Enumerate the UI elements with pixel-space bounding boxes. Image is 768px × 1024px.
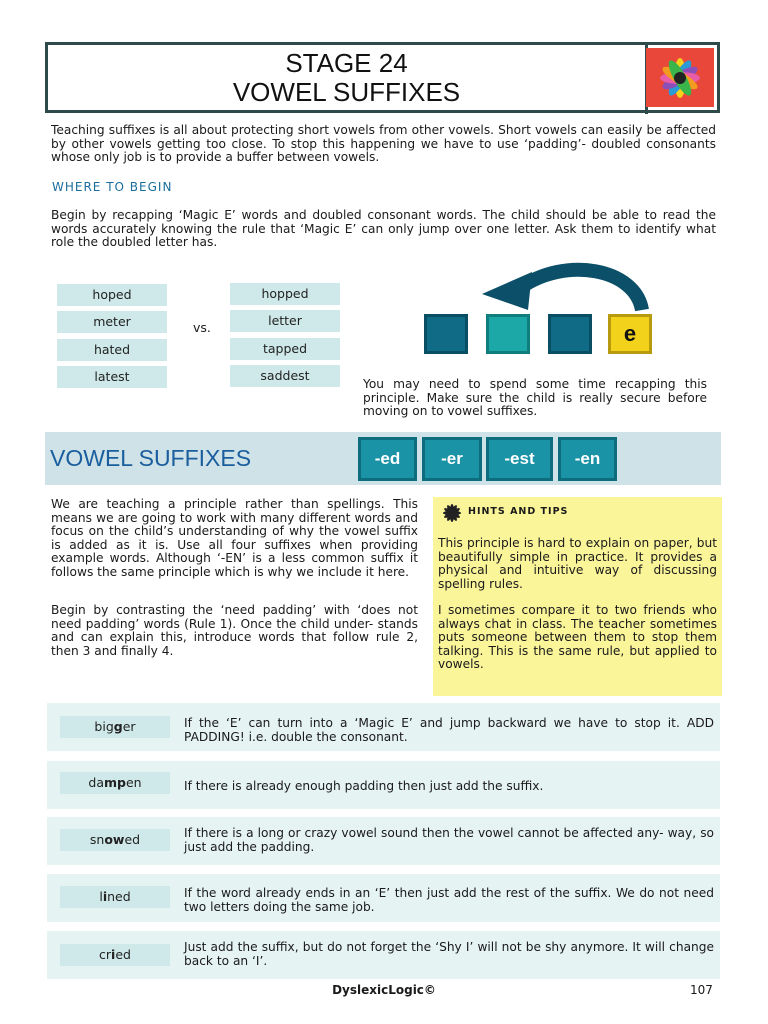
flower-logo-icon <box>646 48 714 107</box>
contrast-paragraph: Begin by contrasting the ‘need padding’ with ‘does not need padding’ words (Rule 1). Once the child under- stands and can explain this, introduce words that follow rule 2, then 3 and finally 4. <box>51 603 418 658</box>
word-pill-right: letter <box>230 310 340 332</box>
rule-text: If there is already enough padding then just add the suffix. <box>184 779 544 793</box>
title-line-2: VOWEL SUFFIXES <box>232 77 461 107</box>
word-highlight: i <box>102 889 108 904</box>
letter-block <box>486 314 530 354</box>
word-highlight: ow <box>104 832 125 847</box>
hints-title: HINTS AND TIPS <box>468 506 569 517</box>
word-part: ed <box>124 832 141 847</box>
page-number: 107 <box>690 983 713 997</box>
word-pill-left: hoped <box>57 284 167 306</box>
intro-paragraph: Teaching suffixes is all about protecting short vowels from other vowels. Short vowels can easily be affected by other vowels getting too close. To stop this happening we have to use ‘padding’- doubled consonants whose only job is to provide a buffer between vowels. <box>51 123 716 165</box>
rule-text: If there is a long or crazy vowel sound then the vowel cannot be affected any- way, so just add the padding. <box>184 826 714 854</box>
word-pill-right: hopped <box>230 283 340 305</box>
section-title: VOWEL SUFFIXES <box>50 445 252 471</box>
rule-example-word <box>60 886 170 908</box>
letter-block <box>548 314 592 354</box>
title-line-1: STAGE 24 <box>285 48 408 78</box>
word-part: big <box>94 719 114 734</box>
diagram-caption: You may need to spend some time recapping this principle. Make sure the child is really secure before moving on to vowel suffixes. <box>363 377 707 419</box>
vs-label: vs. <box>193 320 211 335</box>
suffix-est-tile: -est <box>486 437 553 481</box>
magic-e-block: e <box>608 314 652 354</box>
word-pill-right: tapped <box>230 338 340 360</box>
rule-row-1 <box>47 703 720 751</box>
rule-example-word <box>60 944 170 966</box>
suffix-en-tile: -en <box>558 437 617 481</box>
word-highlight: g <box>113 719 123 734</box>
where-to-begin-heading: WHERE TO BEGIN <box>52 180 173 194</box>
word-pill-left: meter <box>57 311 167 333</box>
rule-row-4 <box>47 874 720 922</box>
word-highlight: mp <box>104 775 126 790</box>
suffix-er-tile: -er <box>422 437 482 481</box>
where-to-begin-paragraph: Begin by recapping ‘Magic E’ words and doubled consonant words. The child should be able to read the words accurately knowing the rule that ‘Magic E’ can only jump over one letter. Ask them to identify what role the doubled letter has. <box>51 208 716 250</box>
word-part: da <box>88 775 104 790</box>
word-pill-left: latest <box>57 366 167 388</box>
word-part: en <box>125 775 142 790</box>
title-box <box>45 42 720 113</box>
letter-block <box>424 314 468 354</box>
suffix-ed-tile: -ed <box>358 437 417 481</box>
rule-example-word <box>60 716 170 738</box>
page-title <box>48 45 648 114</box>
rule-example-word <box>60 772 170 794</box>
word-part: cr <box>99 947 112 962</box>
rule-text: Just add the suffix, but do not forget the ‘Shy I’ will not be shy anymore. It will change back to an ‘I’. <box>184 940 714 968</box>
footer-brand: DyslexicLogic© <box>332 983 436 997</box>
rule-text: If the word already ends in an ‘E’ then just add the rest of the suffix. We do not need two letters doing the same job. <box>184 886 714 914</box>
jump-arrow-icon <box>470 258 660 318</box>
flower-bullet-icon <box>440 503 464 523</box>
rule-row-2 <box>47 761 720 809</box>
rule-row-3 <box>47 817 720 865</box>
word-part: sn <box>89 832 105 847</box>
rule-example-word <box>60 829 170 851</box>
word-part: ned <box>107 889 131 904</box>
hints-paragraph-2: I sometimes compare it to two friends who always chat in class. The teacher sometimes puts someone between them to stop them talking. This is the same rule, but applied to vowels. <box>438 603 717 672</box>
word-pill-right: saddest <box>230 365 340 387</box>
word-part: l <box>99 889 103 904</box>
rule-text: If the ‘E’ can turn into a ‘Magic E’ and jump backward we have to stop it. ADD PADDING! i.e. double the consonant. <box>184 716 714 744</box>
rule-row-5 <box>47 931 720 979</box>
word-part: er <box>122 719 136 734</box>
hints-box <box>433 497 722 696</box>
word-part: ed <box>115 947 131 962</box>
hints-paragraph-1: This principle is hard to explain on paper, but beautifully simple in practice. It provides a physical and intuitive way of discussing spelling rules. <box>438 536 717 591</box>
word-highlight: i <box>111 947 116 962</box>
word-pill-left: hated <box>57 339 167 361</box>
principle-paragraph: We are teaching a principle rather than spellings. This means we are going to work with many different words and focus on the child’s understanding of why the vowel suffix is added as it is. Use all four suffixes when providing example words. Although ‘-EN’ is a less common suffix it follows the same principle which is why we include it here. <box>51 497 418 579</box>
